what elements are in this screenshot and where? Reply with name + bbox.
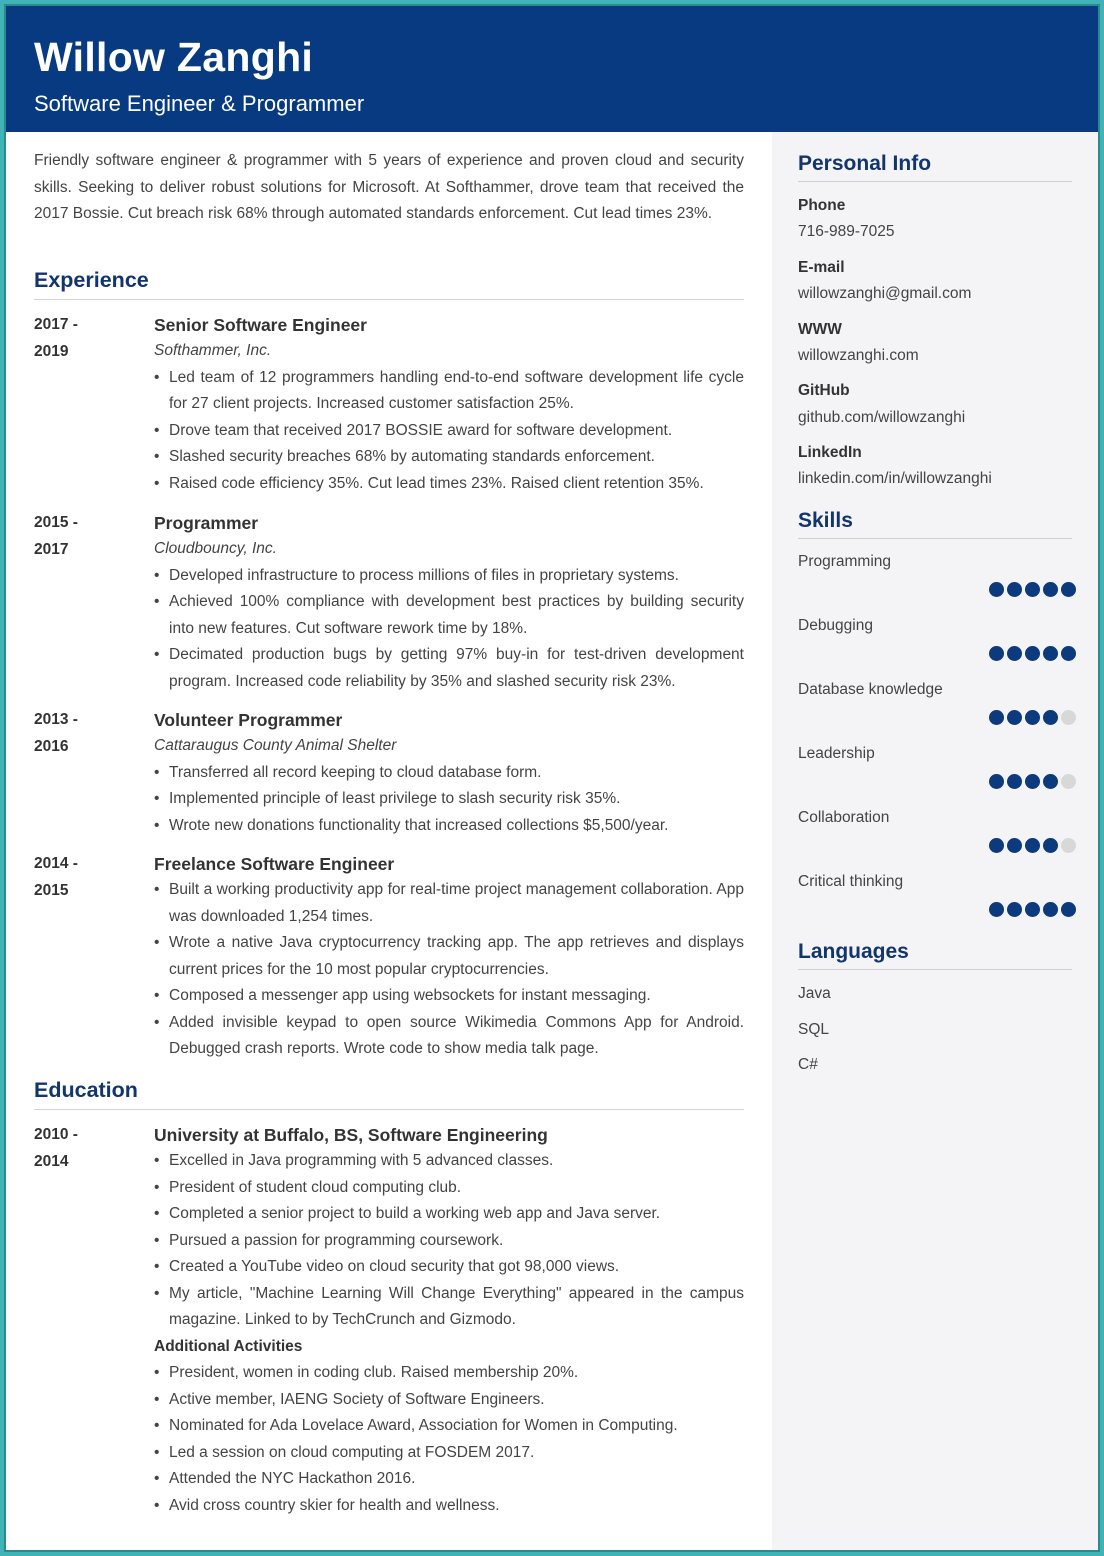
github-link[interactable]: github.com/willowzanghi — [798, 409, 966, 426]
rating-dot-filled — [1007, 902, 1022, 917]
list-item: • Composed a messenger app using websockets for instant messaging. — [154, 983, 744, 1010]
rating-dot-filled — [1007, 838, 1022, 853]
job-company: Softhammer, Inc. — [154, 342, 272, 359]
rating-dot-filled — [1007, 646, 1022, 661]
skills-heading: Skills — [798, 509, 1072, 539]
rating-dot-filled — [1043, 710, 1058, 725]
rating-dot-filled — [1007, 774, 1022, 789]
rating-dot-filled — [1025, 838, 1040, 853]
job-role: Senior Software Engineer — [154, 315, 367, 335]
candidate-name: Willow Zanghi — [34, 34, 314, 80]
rating-dot-filled — [1061, 582, 1076, 597]
list-item: • Developed infrastructure to process millions of files in proprietary systems. — [154, 563, 744, 590]
language-item: Java — [798, 985, 831, 1002]
list-item: • Implemented principle of least privilege to slash security risk 35%. — [154, 786, 744, 813]
www-label: WWW — [798, 321, 842, 338]
list-item: • President of student cloud computing club. — [154, 1175, 744, 1202]
job-role: Programmer — [154, 513, 259, 533]
date-end: 2019 — [34, 342, 69, 360]
date-start: 2017 - — [34, 316, 78, 333]
job-bullets — [154, 563, 744, 696]
rating-dot-filled — [989, 710, 1004, 725]
education-heading: Education — [34, 1078, 744, 1110]
rating-dot-filled — [989, 838, 1004, 853]
experience-heading: Experience — [34, 268, 744, 300]
rating-dot-filled — [1043, 902, 1058, 917]
activities-bullets — [154, 1360, 744, 1519]
list-item: • Led a session on cloud computing at FOSDEM 2017. — [154, 1440, 744, 1467]
skill-name: Debugging — [798, 617, 873, 634]
list-item: • Built a working productivity app for real-time project management collaboration. App was downloaded 1,254 times. — [154, 877, 744, 930]
activities-heading: Additional Activities — [154, 1337, 303, 1355]
list-item: • Attended the NYC Hackathon 2016. — [154, 1466, 744, 1493]
job-role: Freelance Software Engineer — [154, 854, 395, 874]
entry-body — [154, 510, 744, 695]
education-bullets — [154, 1148, 744, 1334]
email-label: E-mail — [798, 259, 845, 276]
rating-dot-empty — [1061, 710, 1076, 725]
skill-rating — [989, 774, 1076, 790]
email-link[interactable]: willowzanghi@gmail.com — [798, 285, 972, 302]
date-end: 2017 — [34, 540, 69, 558]
entry-dates — [34, 707, 134, 760]
list-item: • Decimated production bugs by getting 97% buy-in for test-driven development program. Increased code reliability by 35% and slashed security risk 23%. — [154, 642, 744, 695]
rating-dot-filled — [1025, 774, 1040, 789]
skill-name: Database knowledge — [798, 681, 943, 698]
entry-dates — [34, 851, 134, 904]
list-item: • Slashed security breaches 68% by automating standards enforcement. — [154, 444, 744, 471]
list-item: • Excelled in Java programming with 5 advanced classes. — [154, 1148, 744, 1175]
linkedin-label: LinkedIn — [798, 444, 862, 461]
entry-dates — [34, 312, 134, 365]
list-item: • Avid cross country skier for health and wellness. — [154, 1493, 744, 1520]
job-company: Cloudbouncy, Inc. — [154, 540, 277, 557]
rating-dot-filled — [1025, 582, 1040, 597]
language-item: C# — [798, 1056, 818, 1073]
languages-heading: Languages — [798, 940, 1072, 970]
list-item: • Created a YouTube video on cloud security that got 98,000 views. — [154, 1254, 744, 1281]
list-item: • Achieved 100% compliance with development best practices by building security into new features. Cut software rework time by 18%. — [154, 589, 744, 642]
list-item: • Active member, IAENG Society of Software Engineers. — [154, 1387, 744, 1414]
personal-info-heading: Personal Info — [798, 152, 1072, 182]
list-item: • Drove team that received 2017 BOSSIE award for software development. — [154, 418, 744, 445]
entry-body — [154, 312, 744, 497]
entry-body — [154, 707, 744, 839]
skill-name: Leadership — [798, 745, 875, 762]
degree-title: University at Buffalo, BS, Software Engineering — [154, 1125, 548, 1145]
skill-rating — [989, 902, 1076, 918]
rating-dot-filled — [989, 582, 1004, 597]
candidate-title: Software Engineer & Programmer — [34, 91, 365, 116]
resume-page — [4, 4, 1100, 1552]
rating-dot-empty — [1061, 774, 1076, 789]
rating-dot-filled — [1007, 582, 1022, 597]
date-start: 2015 - — [34, 514, 78, 531]
list-item: • Raised code efficiency 35%. Cut lead times 23%. Raised client retention 35%. — [154, 471, 744, 498]
skill-rating — [989, 646, 1076, 662]
list-item: • Wrote new donations functionality that increased collections $5,500/year. — [154, 813, 744, 840]
rating-dot-filled — [1061, 646, 1076, 661]
date-end: 2014 — [34, 1152, 69, 1170]
skill-rating — [989, 838, 1076, 854]
website-link[interactable]: willowzanghi.com — [798, 347, 919, 364]
list-item: • Led team of 12 programmers handling end-to-end software development life cycle for 27 client projects. Increased customer satisfaction 25%. — [154, 365, 744, 418]
entry-dates — [34, 1122, 134, 1175]
resume-header — [6, 6, 1098, 132]
rating-dot-empty — [1061, 838, 1076, 853]
rating-dot-filled — [989, 774, 1004, 789]
list-item: • Pursued a passion for programming coursework. — [154, 1228, 744, 1255]
date-start: 2013 - — [34, 711, 78, 728]
list-item: • My article, "Machine Learning Will Change Everything" appeared in the campus magazine. Linked to by TechCrunch and Gizmodo. — [154, 1281, 744, 1334]
job-company: Cattaraugus County Animal Shelter — [154, 737, 397, 754]
entry-body — [154, 1122, 744, 1519]
date-end: 2016 — [34, 737, 69, 755]
skill-rating — [989, 710, 1076, 726]
rating-dot-filled — [1061, 902, 1076, 917]
rating-dot-filled — [1025, 646, 1040, 661]
phone-label: Phone — [798, 197, 846, 214]
date-start: 2014 - — [34, 855, 78, 872]
sidebar — [772, 132, 1100, 1552]
rating-dot-filled — [1043, 838, 1058, 853]
skill-name: Collaboration — [798, 809, 890, 826]
job-bullets — [154, 877, 744, 1063]
list-item: • Nominated for Ada Lovelace Award, Association for Women in Computing. — [154, 1413, 744, 1440]
rating-dot-filled — [1007, 710, 1022, 725]
entry-body — [154, 851, 744, 1063]
phone-value: 716-989-7025 — [798, 223, 895, 240]
rating-dot-filled — [1043, 582, 1058, 597]
rating-dot-filled — [989, 646, 1004, 661]
skill-rating — [989, 582, 1076, 598]
rating-dot-filled — [1025, 710, 1040, 725]
job-bullets — [154, 760, 744, 840]
skill-name: Critical thinking — [798, 873, 904, 890]
linkedin-link[interactable]: linkedin.com/in/willowzanghi — [798, 470, 992, 487]
github-label: GitHub — [798, 382, 850, 399]
entry-dates — [34, 510, 134, 563]
job-role: Volunteer Programmer — [154, 710, 343, 730]
list-item: • Transferred all record keeping to cloud database form. — [154, 760, 744, 787]
language-item: SQL — [798, 1021, 830, 1038]
list-item: • Completed a senior project to build a working web app and Java server. — [154, 1201, 744, 1228]
rating-dot-filled — [1043, 774, 1058, 789]
list-item: • Added invisible keypad to open source Wikimedia Commons App for Android. Debugged crash reports. Wrote code to show media talk page. — [154, 1010, 744, 1063]
summary-paragraph: Friendly software engineer & programmer with 5 years of experience and proven cloud and security skills. Seeking to deliver robust solutions for Microsoft. At Softhammer, drove team that received the 2017 Bossie. Cut breach risk 68% through automated standards enforcement. Cut lead times 23%. — [34, 152, 744, 222]
list-item: • Wrote a native Java cryptocurrency tracking app. The app retrieves and displays current prices for the 10 most popular cryptocurrencies. — [154, 930, 744, 983]
list-item: • President, women in coding club. Raised membership 20%. — [154, 1360, 744, 1387]
date-start: 2010 - — [34, 1126, 78, 1143]
rating-dot-filled — [1025, 902, 1040, 917]
rating-dot-filled — [989, 902, 1004, 917]
date-end: 2015 — [34, 881, 69, 899]
rating-dot-filled — [1043, 646, 1058, 661]
skill-name: Programming — [798, 553, 892, 570]
job-bullets — [154, 365, 744, 498]
